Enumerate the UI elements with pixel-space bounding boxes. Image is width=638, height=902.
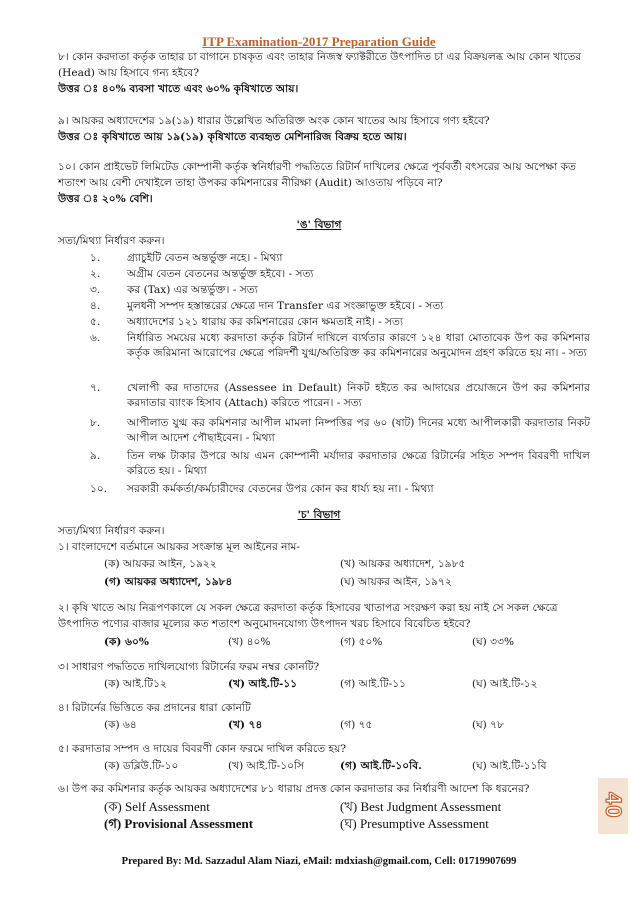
page-title: ITP Examination-2017 Preparation Guide [202,34,436,49]
mcq-1-option-b: (খ) আয়কর অধ্যাদেশ, ১৯৮৫ [340,558,466,570]
section-cha-instruction: সত্য/মিথ্যা নির্ধারণ করুন। [58,525,165,537]
mcq-4-option-b: (খ) ৭৪ [228,719,263,731]
mcq-5-option-a: (ক) ডব্লিউ.টি-১০ [104,760,179,772]
mcq-2-option-d: (ঘ) ৩৩% [472,636,515,648]
question-8-line1: ৮। কোন করদাতা কর্তৃক তাহার চা বাগানে চাষকৃত এবং তাহার নিজস্ব ফ্যাক্টরীতে উৎপাদিত চা এর বিক্রয়লব্ধ আয় কোন খাতের [58,51,582,63]
mcq-1-option-d: (ঘ) আয়কর আইন, ১৯৭২ [340,576,452,588]
mcq-2-option-b: (খ) ৪০% [228,636,271,648]
item-text: নির্ধারিত সময়ের মধ্যে করদাতা কর্তৃক রিটার্ন দাখিলে ব্যর্থতার কারণে ১২৪ ধারা মোতাবেক উপ কর কমিশনার কর্তৃক জরিমানা আরোপের ক্ষেত্রে পরিদর্শী যুগ্ম/অতিরিক্ত কর কমিশনারের অনুমোদন গ্রহণ করিতে হয় না। - সত্য [127,332,590,359]
question-8-line2: (Head) আয় হিসাবে গন্য হইবে? [58,67,200,79]
item-number: ১০. [90,483,108,495]
mcq-5-option-d: (ঘ) আই.টি-১১বি [472,760,547,772]
item-number: ৯. [90,450,101,462]
mcq-3-question: ৩। সাধারণ পদ্ধতিতে দাখিলযোগ্য রিটার্নের ফরম নম্বর কোনটি? [58,661,320,673]
item-number: ৬. [90,332,101,344]
item-text: অধ্যাদেশের ১২১ ধারায় কর কমিশনারের কোন ক্ষমতাই নাই। - সত্য [127,316,404,328]
section-uma-heading: 'ঙ' বিভাগ [296,219,342,231]
item-number: ৫. [90,316,101,328]
mcq-1-option-a: (ক) আয়কর আইন, ১৯২২ [104,558,217,570]
page-number-tab [598,778,634,834]
mcq-5-question: ৫। করদাতার সম্পদ ও দায়ের বিবরণী কোন ফরমে দাখিল করিতে হয়? [58,743,347,755]
section-uma-instruction: সত্য/মিথ্যা নির্ধারণ করুন। [58,235,165,247]
mcq-6-option-c: (গ) Provisional Assessment [104,816,254,831]
mcq-6-option-b: (খ) Best Judgment Assessment [340,799,502,814]
question-9-answer: উত্তর ঃ কৃষিখাতে আয় ১৯(১৯) কৃষিখাতে ব্যবহৃত মেশিনারিজ বিক্রয় হতে আয়। [58,131,407,143]
page-number: 40 [601,792,626,819]
question-10-line2: শতাংশ আয় বেশী দেখাইলে তাহা উপকর কমিশনারের নীরিক্ষা (Audit) আওতায় পড়িবে না? [58,177,443,189]
item-number: ৩. [90,284,101,296]
mcq-2-option-c: (গ) ৫০% [340,636,383,648]
page-footer: Prepared By: Md. Sazzadul Alam Niazi, eMail: mdxiash@gmail.com, Cell: 01719907699 [121,856,517,867]
mcq-1-option-c: (গ) আয়কর অধ্যাদেশ, ১৯৮৪ [104,576,233,588]
mcq-3-option-d: (ঘ) আই.টি-১২ [472,678,538,690]
item-text: গ্র্যাচুইটি বেতন অন্তর্ভুক্ত নহে। - মিথ্যা [127,252,283,264]
mcq-6-option-a: (ক) Self Assessment [104,799,210,814]
item-number: ২. [90,268,101,280]
item-text: তিন লক্ষ টাকার উপরে আয় এমন কোম্পানী মর্যাদার করদাতার ক্ষেত্রে রিটার্নের সহিত সম্পদ বিবরণী দাখিল করিতে হয়। - মিথ্যা [127,450,590,477]
item-text: কর (Tax) এর অন্তর্ভুক্ত। - সত্য [127,284,258,296]
item-text: মুলধনী সম্পদ হস্তান্তরের ক্ষেত্রে দান Transfer এর সংজ্ঞাভুক্ত হইবে। - সত্য [127,300,444,312]
item-text: সরকারী কর্মকর্তা/কর্মচারীদের বেতনের উপর কোন কর ধার্য্য হয় না। - মিথ্যা [127,483,434,495]
mcq-5-option-c: (গ) আই.টি-১০বি. [340,760,422,772]
mcq-4-option-a: (ক) ৬৪ [104,719,137,731]
item-number: ১. [90,252,101,264]
mcq-2-option-a: (ক) ৬০% [104,636,149,648]
section-cha-heading: 'চ' বিভাগ [297,509,341,521]
mcq-3-option-a: (ক) আই.টি১২ [104,678,167,690]
mcq-4-option-c: (গ) ৭৫ [340,719,373,731]
mcq-3-option-c: (গ) আই.টি-১১ [340,678,406,690]
mcq-2-line1: ২। কৃষি খাতে আয় নিরূপণকালে যে সকল ক্ষেত্রে করদাতা কর্তৃক হিসাবের খাতাপত্র সংরক্ষণ করা হয় নাই সে সকল ক্ষেত্রে [58,602,558,614]
question-8-answer: উত্তর ঃ ৪০% ব্যবসা খাতে এবং ৬০% কৃষিখাতে আয়। [58,83,299,95]
mcq-4-option-d: (ঘ) ৭৮ [472,719,504,731]
mcq-6-option-d: (ঘ) Presumptive Assessment [340,816,489,831]
item-number: ৪. [90,300,101,312]
question-10-line1: ১০। কোন প্রাইভেট লিমিটেড কোম্পানী কর্তৃক স্বনির্ধারণী পদ্ধতিতে রিটার্ন দাখিলের ক্ষেত্রে পূর্ববর্তী বৎসরের আয় অপেক্ষা কত [58,161,576,173]
item-number: ৭. [90,382,101,394]
mcq-4-question: ৪। রিটার্নের ভিত্তিতে কর প্রদানের ধারা কোনটি [58,702,251,714]
mcq-6-question: ৬। উপ কর কমিশনার কর্তৃক আয়কর অধ্যাদেশের ৮১ ধারায় প্রদত্ত কোন করদাতার কর নির্ধারণী আদেশ কি ধরনের? [58,783,530,795]
question-10-answer: উত্তর ঃ ২০% বেশি। [58,193,153,205]
item-number: ৮. [90,417,101,429]
item-text: আপীলাত যুগ্ম কর কমিশনার আপীল মামলা নিষ্পত্তির পর ৬০ (ষাট) দিনের মধ্যে আপীলকারী করদাতার নিকট আপীল আদেশ পৌছাইবেন। - মিথ্যা [127,417,590,444]
mcq-5-option-b: (খ) আই.টি-১০সি [228,760,304,772]
mcq-2-line2: উৎপাদিত পণ্যের বাজার মূল্যের কত শতাংশ অনুমোদনযোগ্য উৎপাদন খরচ হিসাবে বিবেচিত হইবে? [58,618,471,630]
mcq-1-question: ১। বাংলাদেশে বর্তমানে আয়কর সংক্রান্ত মূল আইনের নাম- [58,541,300,553]
item-text: খেলাপী কর দাতাদের (Assessee in Default) নিকট হইতে কর আদায়ের প্রয়োজনে উপ কর কমিশনার করদাতার ব্যাংক হিসাব (Attach) করিতে পারেন। - সত্য [127,382,590,409]
item-text: অগ্রীম বেতন বেতনের অন্তর্ভুক্ত হইবে। - সত্য [127,268,314,280]
mcq-3-option-b: (খ) আই.টি-১১ [228,678,298,690]
question-9-line1: ৯। আয়কর অধ্যাদেশের ১৯(১৯) ধারার উল্লেখিত অতিরিক্ত অংক কোন খাতের আয় হিসাবে গণ্য হইবে? [58,115,490,127]
